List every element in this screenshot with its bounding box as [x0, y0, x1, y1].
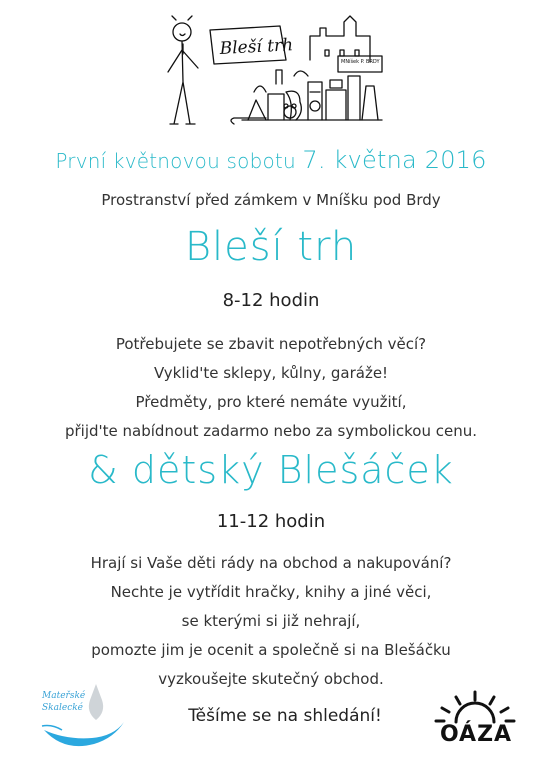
section2-line: vyzkoušejte skutečný obchod. [158, 670, 384, 688]
section1-line: přijd'te nabídnout zadarmo nebo za symbolickou cenu. [64, 422, 478, 440]
left-logo-text [42, 690, 132, 714]
event-location: Prostranství před zámkem v Mníšku pod Brdy [101, 191, 441, 209]
section1-line: Předměty, pro které nemáte využití, [135, 393, 407, 411]
event-date: 7. května 2016 [302, 146, 487, 174]
section1-text [0, 330, 542, 446]
section2-line: pomozte jim je ocenit a společně si na Blešáčku [91, 641, 451, 659]
section2-line: Hrají si Vaše děti rády na obchod a nakupování? [90, 554, 452, 572]
section2-hours: 11-12 hodin [216, 511, 326, 532]
section1-line: Potřebujete se zbavit nepotřebných věcí? [115, 335, 427, 353]
left-logo-line1: Mateřské [42, 691, 86, 701]
section2-line: Nechte je vytřídit hračky, knihy a jiné věci, [110, 583, 432, 601]
oaza-logo-text: OÁZA [439, 722, 513, 747]
event-date-line [0, 146, 542, 174]
section2-title: & dětský Blešáček [88, 448, 454, 492]
section2-line: se kterými si již nehrají, [181, 612, 361, 630]
section1-hours: 8-12 hodin [222, 290, 320, 311]
flea-market-illustration [150, 12, 390, 134]
section1-line: Vyklid'te sklepy, kůlny, garáže! [153, 364, 389, 382]
sketch-sign-text: Bleší trh [219, 35, 294, 59]
sketch-small-sign-text: MNíšek P. BRDY [341, 59, 380, 65]
section1-title: Bleší trh [184, 224, 358, 270]
closing-text: Těšíme se na shledání! [188, 706, 382, 726]
left-logo-line2: Skalecké [42, 703, 84, 713]
section2-text [0, 549, 542, 694]
date-prefix: První květnovou sobotu [55, 149, 296, 173]
